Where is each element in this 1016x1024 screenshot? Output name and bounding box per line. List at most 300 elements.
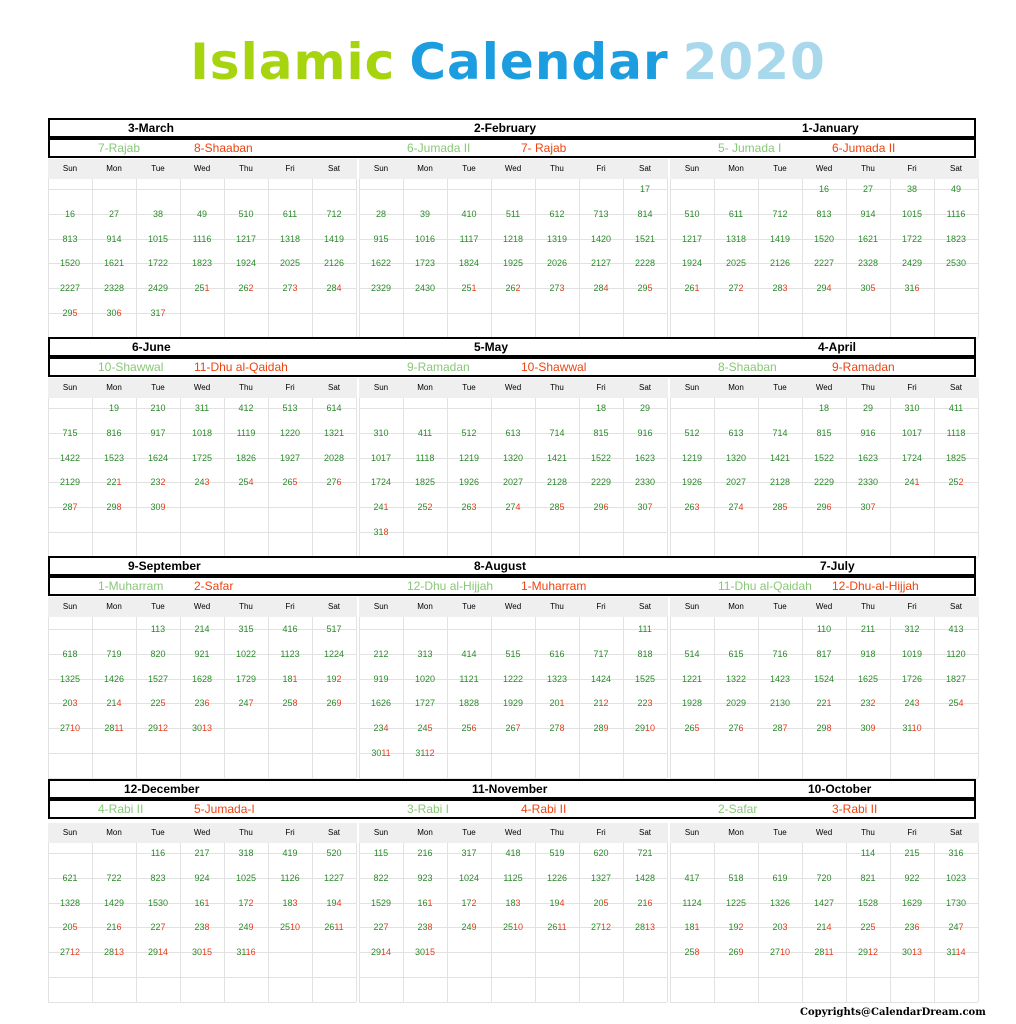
day-cell — [579, 866, 623, 891]
hijri-day: 13 — [510, 427, 521, 438]
hijri-day: 20 — [513, 452, 524, 463]
gregorian-day: 16 — [191, 673, 202, 684]
hijri-day: 8 — [601, 403, 607, 413]
hijri-day: 29 — [158, 283, 169, 294]
day-cell — [934, 891, 978, 916]
hijri-day: 4 — [116, 698, 122, 709]
gregorian-day: 24 — [147, 283, 158, 294]
gregorian-day: 20 — [323, 452, 334, 463]
gregorian-day: 27 — [590, 922, 601, 933]
day-cell — [491, 866, 535, 891]
hijri-day: 26 — [246, 452, 257, 463]
gregorian-day: 10 — [458, 872, 469, 883]
hijri-month-label: 5-Jumada-I — [194, 802, 255, 816]
gregorian-day: 29 — [637, 283, 648, 294]
gregorian-day: 28 — [103, 947, 114, 958]
day-cell — [312, 667, 356, 692]
hijri-day: 29 — [912, 258, 923, 269]
hijri-day: 18 — [67, 648, 78, 659]
hijri-day: 23 — [956, 872, 967, 883]
day-cell — [846, 396, 890, 421]
gregorian-day: 23 — [417, 922, 428, 933]
day-cell — [359, 202, 403, 227]
gregorian-day: 22 — [590, 477, 601, 488]
day-cell — [846, 915, 890, 940]
gregorian-day: 1 — [150, 848, 156, 858]
gregorian-day: 6 — [282, 208, 288, 219]
gregorian-day: 11 — [946, 648, 956, 659]
gregorian-day: 2 — [375, 208, 381, 219]
grid-line — [978, 843, 979, 1002]
hijri-day: 19 — [557, 233, 568, 244]
gregorian-day: 17 — [901, 452, 912, 463]
weekday-label: Sun — [684, 602, 700, 611]
hijri-day: 20 — [955, 648, 966, 659]
day-cell — [802, 227, 846, 252]
day-cell — [48, 446, 92, 471]
hijri-day: 15 — [67, 427, 78, 438]
day-cell — [934, 617, 978, 642]
weekday-label: Wed — [193, 602, 211, 611]
gregorian-day: 10 — [191, 427, 202, 438]
day-cell — [359, 691, 403, 716]
gregorian-day: 30 — [637, 502, 648, 513]
gregorian-day: 10 — [147, 233, 158, 244]
hijri-day: 5 — [292, 477, 298, 488]
day-cell — [890, 642, 934, 667]
gregorian-day: 15 — [634, 233, 645, 244]
hijri-month-label: 1-Muharram — [521, 579, 587, 593]
hijri-day: 28 — [469, 698, 480, 709]
hijri-day: 9 — [868, 403, 874, 413]
gregorian-day: 16 — [103, 258, 114, 269]
weekday-label: Sun — [62, 383, 78, 392]
gregorian-day: 14 — [769, 233, 780, 244]
gregorian-day: 1 — [818, 403, 824, 413]
hijri-day: 7 — [515, 723, 521, 734]
gregorian-day: 11 — [280, 872, 290, 883]
day-cell — [447, 691, 491, 716]
gregorian-day: 6 — [728, 208, 734, 219]
hijri-day: 2 — [248, 897, 254, 908]
gregorian-day: 29 — [634, 723, 645, 734]
gregorian-day: 5 — [326, 624, 332, 634]
gregorian-day: 14 — [103, 673, 114, 684]
hijri-day: 27 — [601, 872, 612, 883]
day-cell — [268, 642, 312, 667]
month-band — [48, 337, 976, 561]
gregorian-day: 27 — [728, 502, 739, 513]
hijri-day: 20 — [736, 452, 747, 463]
hijri-day: 23 — [780, 673, 791, 684]
day-cell — [359, 520, 403, 545]
gregorian-day: 19 — [728, 922, 739, 933]
gregorian-day: 12 — [681, 673, 692, 684]
hijri-day: 11 — [287, 208, 298, 219]
hijri-day: 22 — [824, 452, 835, 463]
hijri-day: 5 — [72, 308, 78, 318]
day-cell — [447, 446, 491, 471]
gregorian-day: 30 — [150, 502, 161, 513]
gregorian-day: 15 — [813, 452, 824, 463]
hijri-day: 28 — [780, 477, 791, 488]
day-cell — [403, 470, 447, 495]
day-cell — [136, 495, 180, 520]
day-cell — [359, 470, 403, 495]
hijri-month-label: 8-Shaaban — [194, 141, 253, 155]
gregorian-day: 16 — [147, 452, 158, 463]
gregorian-day: 18 — [945, 233, 956, 244]
gregorian-day: 31 — [373, 527, 384, 537]
day-cell — [670, 691, 714, 716]
day-cell — [491, 251, 535, 276]
hijri-day: 28 — [334, 452, 345, 463]
day-cell — [224, 866, 268, 891]
weekday-label: Thu — [861, 383, 875, 392]
gregorian-day: 27 — [59, 723, 70, 734]
gregorian-day: 16 — [857, 452, 868, 463]
weekday-label: Mon — [417, 164, 433, 173]
hijri-day: 11 — [557, 922, 567, 933]
day-cell — [224, 446, 268, 471]
hijri-day: 28 — [692, 698, 703, 709]
weekday-label: Wed — [193, 383, 211, 392]
gregorian-day: 20 — [725, 258, 736, 269]
hijri-day: 24 — [601, 673, 612, 684]
hijri-day: 26 — [912, 673, 923, 684]
day-cell — [312, 691, 356, 716]
hijri-day: 8 — [116, 502, 122, 513]
day-cell — [758, 667, 802, 692]
day-cell — [579, 691, 623, 716]
day-cell — [890, 421, 934, 446]
weekday-label: Sat — [638, 602, 651, 611]
hijri-day: 1 — [471, 283, 477, 294]
hijri-day: 18 — [510, 848, 521, 858]
gregorian-day: 29 — [816, 283, 827, 294]
hijri-day: 15 — [243, 624, 254, 634]
hijri-day: 22 — [381, 258, 392, 269]
day-cell — [579, 891, 623, 916]
hijri-day: 14 — [466, 648, 477, 659]
day-cell — [92, 227, 136, 252]
weekday-label: Thu — [550, 383, 564, 392]
hijri-day: 26 — [334, 258, 345, 269]
gregorian-day: 13 — [323, 427, 334, 438]
hijri-month-label: 1-Muharram — [98, 579, 164, 593]
hijri-day: 24 — [469, 872, 480, 883]
day-cell — [359, 421, 403, 446]
weekday-label: Tue — [773, 828, 787, 837]
gregorian-day: 11 — [459, 233, 469, 244]
hijri-day: 20 — [290, 427, 301, 438]
hijri-day: 7 — [958, 922, 964, 933]
gregorian-day: 10 — [414, 233, 425, 244]
gregorian-day: 16 — [634, 452, 645, 463]
gregorian-day: 30 — [414, 947, 425, 958]
hijri-day: 13 — [912, 947, 923, 958]
hijri-day: 5 — [782, 502, 788, 513]
day-cell — [403, 446, 447, 471]
day-cell — [714, 202, 758, 227]
hijri-header-bar — [48, 799, 976, 819]
hijri-day: 14 — [642, 208, 653, 219]
hijri-day: 8 — [383, 527, 389, 537]
hijri-day: 11 — [824, 947, 834, 958]
day-cell — [312, 915, 356, 940]
gregorian-day: 19 — [681, 258, 692, 269]
gregorian-day: 25 — [279, 922, 290, 933]
gregorian-day: 11 — [503, 872, 513, 883]
gregorian-day: 15 — [147, 897, 158, 908]
day-cell — [758, 691, 802, 716]
weekday-label: Fri — [596, 602, 606, 611]
gregorian-day: 31 — [904, 283, 915, 294]
month-calendar — [359, 823, 668, 1002]
hijri-day: 2 — [738, 283, 744, 294]
hijri-day: 3 — [647, 698, 653, 709]
weekday-label: Fri — [285, 828, 295, 837]
hijri-day: 18 — [202, 427, 213, 438]
day-cell — [491, 891, 535, 916]
gregorian-day: 19 — [681, 477, 692, 488]
day-cell — [312, 617, 356, 642]
day-cell — [92, 495, 136, 520]
hijri-day: 19 — [111, 648, 122, 659]
gregorian-day: 1 — [860, 848, 866, 858]
gregorian-day: 11 — [192, 233, 202, 244]
day-cell — [491, 841, 535, 866]
gregorian-day: 3 — [238, 848, 244, 858]
hijri-day: 21 — [114, 258, 125, 269]
day-cell — [890, 940, 934, 965]
hijri-header-bar — [48, 576, 976, 596]
hijri-day: 29 — [912, 897, 923, 908]
hijri-day: 6 — [824, 184, 830, 194]
weekday-label: Thu — [550, 602, 564, 611]
gregorian-day: 26 — [324, 922, 335, 933]
day-cell — [136, 915, 180, 940]
weekday-label: Wed — [504, 602, 522, 611]
day-cell — [268, 276, 312, 301]
month-band — [48, 118, 976, 342]
weekday-label: Wed — [815, 828, 833, 837]
hijri-day: 20 — [821, 872, 832, 883]
day-cell — [714, 446, 758, 471]
day-cell — [934, 421, 978, 446]
day-cell — [535, 202, 579, 227]
hijri-day: 5 — [72, 922, 78, 933]
hijri-month-label: 2-Safar — [718, 802, 758, 816]
day-cell — [934, 642, 978, 667]
hijri-day: 20 — [598, 848, 609, 858]
day-cell — [758, 891, 802, 916]
hijri-day: 27 — [425, 698, 436, 709]
gregorian-day: 21 — [106, 698, 117, 709]
gregorian-day: 29 — [147, 723, 158, 734]
weekday-label: Thu — [861, 164, 875, 173]
hijri-day: 14 — [689, 648, 700, 659]
gregorian-day: 6 — [593, 848, 599, 858]
day-cell — [802, 617, 846, 642]
hijri-day: 22 — [601, 452, 612, 463]
gregorian-day: 16 — [857, 233, 868, 244]
day-cell — [224, 227, 268, 252]
gregorian-day: 24 — [414, 283, 425, 294]
hijri-day: 17 — [821, 648, 832, 659]
hijri-day: 6 — [914, 283, 920, 294]
gregorian-day: 6 — [772, 872, 778, 883]
hijri-day: 28 — [70, 897, 81, 908]
gregorian-day: 14 — [769, 673, 780, 684]
day-cell — [758, 470, 802, 495]
hijri-day: 7 — [160, 308, 166, 318]
hijri-day: 9 — [603, 723, 609, 734]
day-cell — [670, 276, 714, 301]
hijri-day: 16 — [111, 427, 122, 438]
hijri-day: 25 — [512, 872, 523, 883]
gregorian-day: 2 — [862, 403, 868, 413]
gregorian-day: 26 — [326, 698, 337, 709]
day-cell — [92, 446, 136, 471]
hijri-month-label: 9-Ramadan — [832, 360, 895, 374]
day-cell — [491, 915, 535, 940]
day-cell — [403, 915, 447, 940]
gregorian-day: 17 — [414, 258, 425, 269]
gregorian-day: 2 — [639, 403, 645, 413]
gregorian-day: 22 — [860, 922, 871, 933]
gregorian-day: 11 — [415, 452, 425, 463]
grid-line — [359, 532, 667, 533]
hijri-day: 27 — [601, 258, 612, 269]
day-cell — [758, 276, 802, 301]
gregorian-day: 8 — [637, 648, 643, 659]
hijri-day: 21 — [645, 233, 656, 244]
gregorian-day: 9 — [373, 673, 379, 684]
day-cell — [934, 841, 978, 866]
hijri-day: 9 — [425, 208, 431, 219]
gregorian-day: 14 — [813, 897, 824, 908]
day-cell — [136, 446, 180, 471]
day-cell — [92, 915, 136, 940]
weekday-label: Mon — [106, 602, 122, 611]
hijri-day: 12 — [70, 947, 81, 958]
hijri-day: 5 — [603, 897, 609, 908]
day-cell — [224, 891, 268, 916]
gregorian-day: 14 — [634, 872, 645, 883]
gregorian-day: 3 — [417, 648, 423, 659]
hijri-day: 24 — [334, 648, 345, 659]
gregorian-day: 21 — [769, 698, 780, 709]
grid-line — [48, 977, 356, 978]
gregorian-day: 7 — [593, 208, 599, 219]
hijri-day: 3 — [292, 897, 298, 908]
day-cell — [758, 251, 802, 276]
month-calendar — [670, 823, 979, 1002]
gregorian-day: 1 — [108, 403, 114, 413]
gregorian-day: 18 — [458, 258, 469, 269]
day-cell — [934, 446, 978, 471]
day-cell — [92, 301, 136, 326]
hijri-day: 29 — [114, 897, 125, 908]
hijri-month-label: 9-Ramadan — [407, 360, 470, 374]
gregorian-day: 23 — [194, 922, 205, 933]
gregorian-day: 3 — [904, 624, 910, 634]
gregorian-day: 25 — [684, 947, 695, 958]
weekday-label: Mon — [417, 602, 433, 611]
day-cell — [802, 446, 846, 471]
gregorian-day: 23 — [103, 283, 114, 294]
grid-line — [356, 179, 357, 338]
gregorian-day: 7 — [326, 208, 332, 219]
day-cell — [758, 421, 802, 446]
hijri-day: 16 — [554, 648, 565, 659]
gregorian-day: 7 — [593, 648, 599, 659]
hijri-day: 3 — [782, 922, 788, 933]
day-cell — [802, 421, 846, 446]
hijri-day: 3 — [72, 698, 78, 709]
day-cell — [846, 421, 890, 446]
day-cell — [535, 866, 579, 891]
gregorian-day: 2 — [194, 848, 200, 858]
day-cell — [403, 276, 447, 301]
gregorian-day: 17 — [191, 452, 202, 463]
hijri-day: 6 — [336, 477, 342, 488]
day-cell — [623, 177, 667, 202]
day-cell — [714, 470, 758, 495]
day-cell — [890, 691, 934, 716]
gregorian-day: 9 — [194, 648, 200, 659]
hijri-day: 26 — [557, 258, 568, 269]
hijri-day: 28 — [645, 258, 656, 269]
day-cell — [846, 642, 890, 667]
day-cell — [623, 642, 667, 667]
day-cell — [48, 251, 92, 276]
hijri-day: 26 — [692, 477, 703, 488]
day-cell — [714, 227, 758, 252]
gregorian-day: 21 — [769, 258, 780, 269]
day-cell — [447, 202, 491, 227]
gregorian-day: 7 — [106, 872, 112, 883]
day-cell — [136, 642, 180, 667]
month-calendar — [670, 378, 979, 557]
hijri-day: 3 — [782, 283, 788, 294]
hijri-day: 25 — [868, 673, 879, 684]
hijri-day: 30 — [868, 477, 879, 488]
hijri-day: 25 — [425, 477, 436, 488]
day-cell — [579, 202, 623, 227]
gregorian-day: 10 — [945, 872, 956, 883]
day-cell — [359, 667, 403, 692]
weekday-label: Sun — [684, 383, 700, 392]
hijri-day: 14 — [865, 848, 876, 858]
gregorian-day: 3 — [906, 184, 912, 194]
gregorian-month-title: 7-July — [820, 559, 855, 573]
gregorian-day: 5 — [549, 848, 555, 858]
day-cell — [890, 891, 934, 916]
gregorian-day: 13 — [279, 233, 290, 244]
gregorian-day: 4 — [417, 427, 423, 438]
day-cell — [623, 421, 667, 446]
day-cell — [846, 667, 890, 692]
hijri-day: 8 — [559, 723, 565, 734]
day-cell — [934, 940, 978, 965]
weekday-label: Tue — [462, 164, 476, 173]
gregorian-day: 21 — [590, 258, 601, 269]
day-cell — [447, 891, 491, 916]
day-cell — [846, 617, 890, 642]
weekday-label: Sat — [949, 383, 962, 392]
